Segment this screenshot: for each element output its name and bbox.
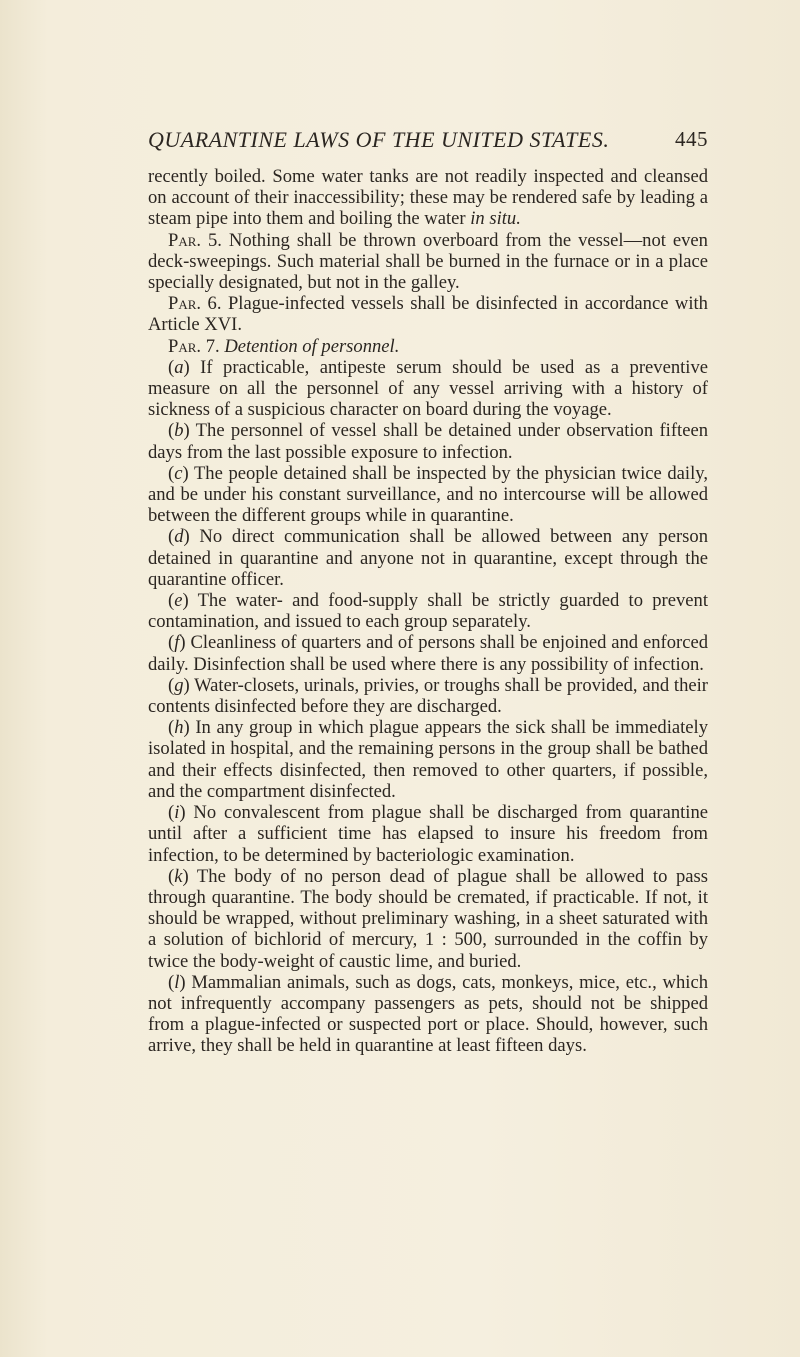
italic-run: h bbox=[174, 717, 184, 739]
text-run: ) The water- and food-supply shall be strictly guarded to prevent contamination, and issued to each group separately. bbox=[148, 590, 708, 633]
text-run: ) Water-closets, urinals, privies, or troughs shall be provided, and their contents disinfected before they are discharged. bbox=[148, 674, 708, 718]
text-run: ) No direct communication shall be allowed between any person detained in quarantine and anyone not in quarantine, except through the quarantine officer. bbox=[148, 526, 708, 590]
text-run: ( bbox=[168, 717, 175, 739]
running-title: QUARANTINE LAWS OF THE UNITED STATES. bbox=[148, 127, 610, 152]
paragraph-p12 bbox=[148, 802, 708, 866]
text-run: ( bbox=[168, 802, 175, 824]
small-caps-run: Par. 5. bbox=[168, 229, 222, 251]
running-header bbox=[148, 127, 708, 153]
text-run: ( bbox=[168, 632, 175, 654]
text-run: ) In any group in which plague appears the sick shall be immediately isolated in hospital, and the remaining persons in the group shall be bathed and their effects disinfected, then removed to other quarters, if possible, and the compartment disinfected. bbox=[148, 717, 708, 802]
text-run: ( bbox=[168, 462, 175, 484]
italic-run: k bbox=[174, 865, 183, 887]
italic-run: i bbox=[174, 802, 180, 824]
italic-run: d bbox=[174, 526, 184, 548]
paragraph-p2 bbox=[148, 293, 708, 335]
text-run: ( bbox=[168, 590, 175, 612]
text-run: recently boiled. Some water tanks are not readily inspected and cleansed on account of their inaccessibility; these may be rendered safe by leading a steam pipe into them and boiling the water bbox=[148, 166, 708, 230]
page-number: 445 bbox=[675, 127, 708, 151]
text-run: ) Mammalian animals, such as dogs, cats, monkeys, mice, etc., which not infrequently accompany passengers as pets, should not be shipped from a plague-infected or suspected port or place. Should, however, such arrive, they shall be held in quarantine at least fifteen days. bbox=[148, 971, 708, 1057]
paragraph-p6 bbox=[148, 463, 708, 527]
italic-run: Detention of personnel. bbox=[224, 335, 400, 357]
text-run: ( bbox=[168, 420, 175, 442]
paragraph-p3 bbox=[148, 336, 708, 357]
text-run: ( bbox=[168, 674, 175, 696]
italic-run: g bbox=[174, 674, 184, 696]
text-run: ) The people detained shall be inspected by the physician twice daily, and be under his constant surveillance, and no intercourse will be allowed between the different groups while in quarantine. bbox=[148, 462, 708, 527]
text-run: ( bbox=[168, 971, 175, 993]
italic-run: l bbox=[174, 971, 180, 993]
paragraph-p13 bbox=[148, 866, 708, 972]
paragraph-p9 bbox=[148, 632, 708, 674]
small-caps-run: Par. 6. bbox=[168, 293, 222, 315]
text-run: ) If practicable, antipeste serum should be used as a preventive measure on all the personnel of any vessel arriving with a history of sickness of a suspicious character on board during the voyage. bbox=[148, 356, 708, 421]
paragraph-p4 bbox=[148, 357, 708, 421]
paragraph-p11 bbox=[148, 717, 708, 802]
page-body bbox=[148, 166, 708, 1057]
small-caps-run: Par. 7. bbox=[168, 335, 220, 357]
text-run: Plague-infected vessels shall be disinfected in accordance with Article XVI. bbox=[148, 293, 708, 336]
paragraph-p14 bbox=[148, 972, 708, 1057]
text-run: Nothing shall be thrown overboard from the vessel—not even deck-sweepings. Such material shall be burned in the furnace or in a place specially designated, but not in the galley. bbox=[148, 229, 708, 294]
text-run: ( bbox=[168, 356, 175, 378]
paragraph-p8 bbox=[148, 590, 708, 632]
italic-run: f bbox=[174, 632, 180, 654]
paragraph-p0 bbox=[148, 166, 708, 230]
text-run: ) The personnel of vessel shall be detained under observation fifteen days from the last possible exposure to infection. bbox=[148, 420, 708, 463]
italic-run: b bbox=[174, 420, 184, 442]
paragraph-p7 bbox=[148, 526, 708, 590]
italic-run: c bbox=[174, 462, 183, 484]
paragraph-p10 bbox=[148, 675, 708, 717]
paragraph-p1 bbox=[148, 230, 708, 294]
text-run: ) Cleanliness of quarters and of persons shall be enjoined and enforced daily. Disinfection shall be used where there is any possibility of infection. bbox=[148, 632, 708, 675]
text-run: ) No convalescent from plague shall be discharged from quarantine until after a sufficient time has elapsed to insure his freedom from infection, to be determined by bacteriologic examination. bbox=[148, 802, 708, 866]
text-run: ( bbox=[168, 526, 175, 548]
italic-run: in situ. bbox=[470, 208, 521, 230]
italic-run: a bbox=[174, 356, 184, 378]
italic-run: e bbox=[174, 590, 183, 612]
text-run: ( bbox=[168, 865, 175, 887]
text-run: ) The body of no person dead of plague shall be allowed to pass through quarantine. The body should be cremated, if practicable. If not, it should be wrapped, without preliminary washing, in a sheet saturated with a solution of bichlorid of mercury, 1 : 500, surrounded in the coffin by twice the body-weight of caustic lime, and buried. bbox=[148, 865, 708, 972]
paragraph-p5 bbox=[148, 420, 708, 462]
